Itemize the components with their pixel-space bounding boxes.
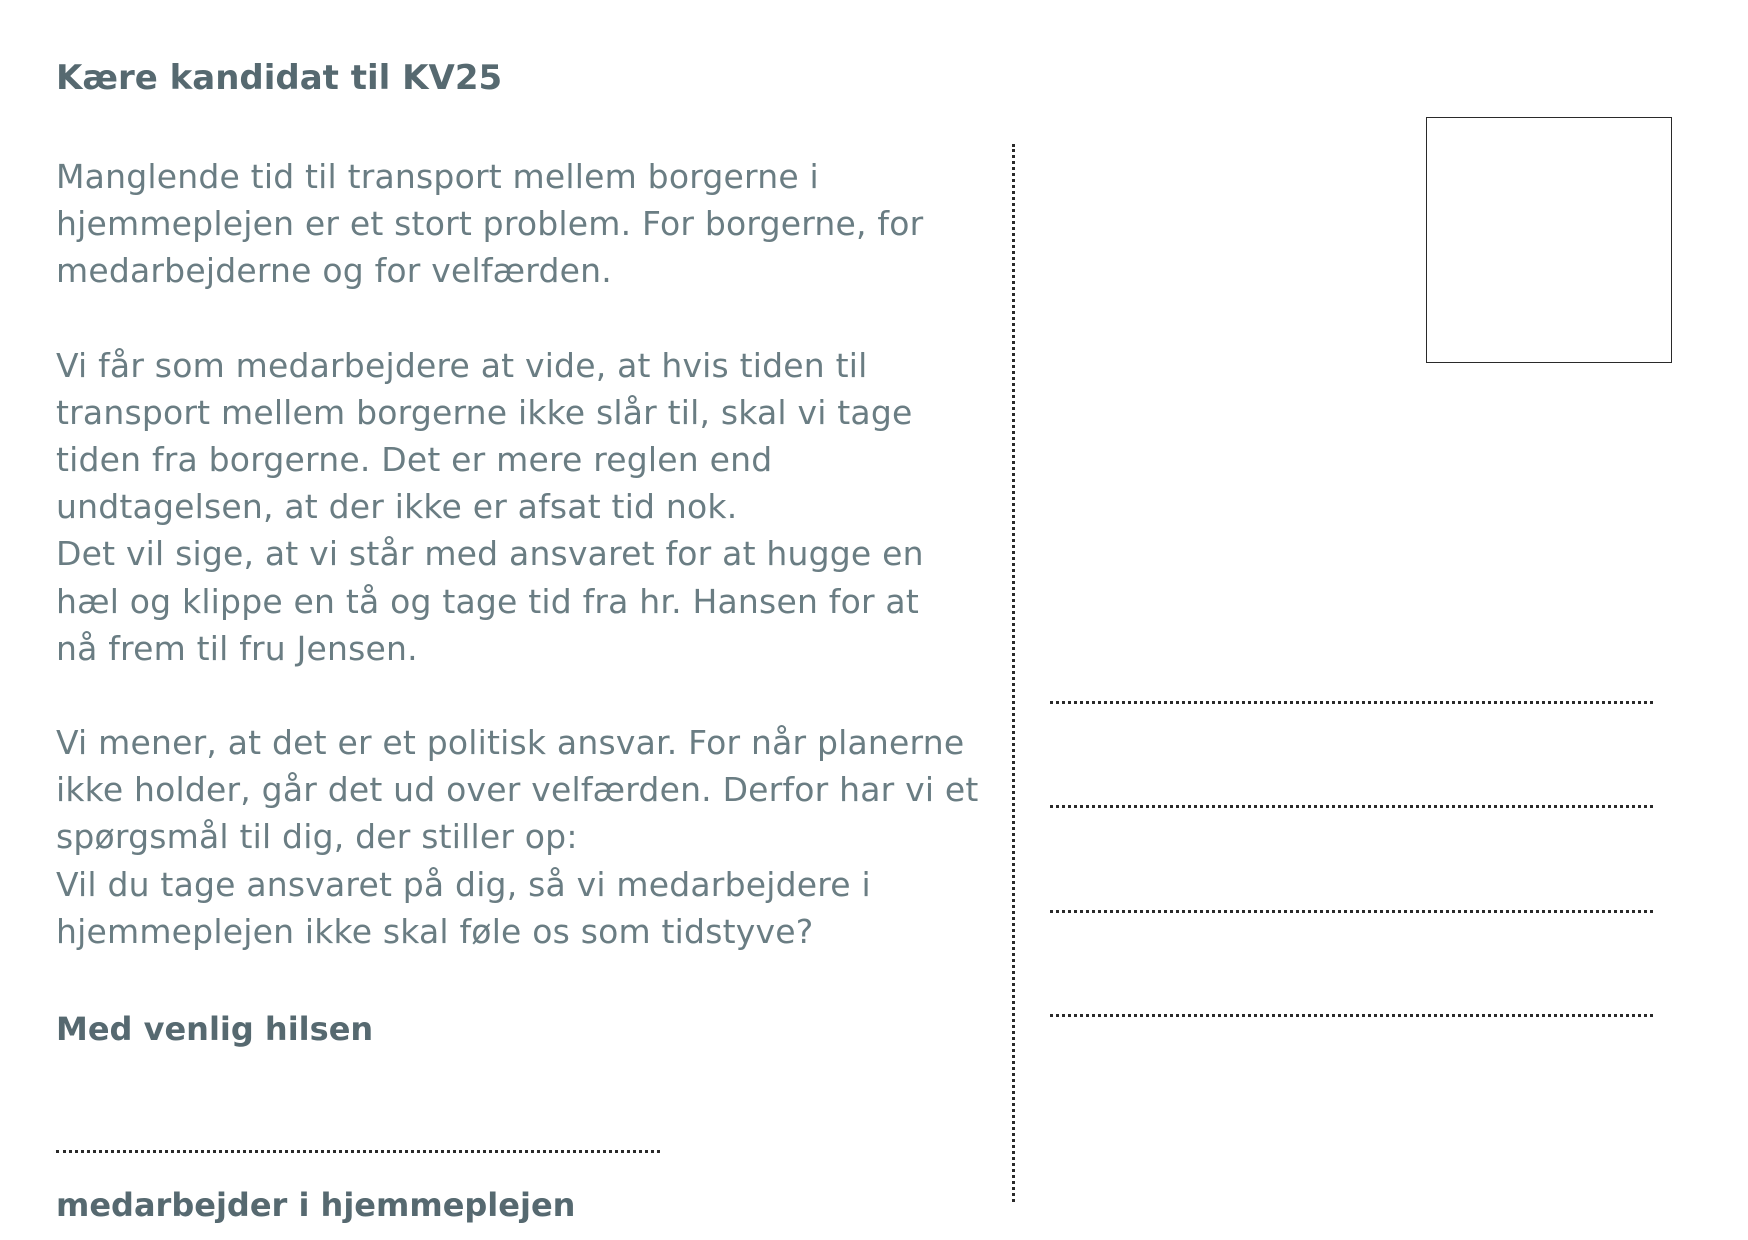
stamp-box bbox=[1426, 117, 1672, 363]
text-line: Manglende tid til transport mellem borgerne i bbox=[56, 157, 819, 196]
message-paragraph-3 bbox=[56, 719, 986, 955]
text-line: medarbejderne og for velfærden. bbox=[56, 251, 612, 291]
text-line: hjemmeplejen er et stort problem. For borgerne, for bbox=[56, 204, 924, 244]
text-line: ikke holder, går det ud over velfærden. Derfor har vi et bbox=[56, 770, 979, 810]
text-line: Vi mener, at det er et politisk ansvar. For når planerne bbox=[56, 723, 965, 763]
text-line: hæl og klippe en tå og tage tid fra hr. Hansen for at bbox=[56, 581, 919, 621]
signature-role: medarbejder i hjemmeplejen bbox=[56, 1186, 576, 1224]
text-line: spørgsmål til dig, der stiller op: bbox=[56, 817, 578, 857]
address-line-1 bbox=[1050, 701, 1653, 704]
text-line: nå frem til fru Jensen. bbox=[56, 628, 418, 668]
text-line: undtagelsen, at der ikke er afsat tid nok. bbox=[56, 487, 738, 527]
card-heading: Kære kandidat til KV25 bbox=[56, 58, 503, 98]
text-line: tiden fra borgerne. Det er mere reglen end bbox=[56, 440, 773, 480]
closing-greeting: Med venlig hilsen bbox=[56, 1010, 374, 1048]
text-line: Vil du tage ansvaret på dig, så vi medarbejdere i bbox=[56, 864, 871, 904]
address-line-2 bbox=[1050, 805, 1653, 808]
text-line: Det vil sige, at vi står med ansvaret for at hugge en bbox=[56, 534, 924, 574]
message-paragraph-1 bbox=[56, 153, 986, 295]
text-line: hjemmeplejen ikke skal føle os som tidstyve? bbox=[56, 911, 814, 951]
address-line-4 bbox=[1050, 1014, 1653, 1017]
signature-line bbox=[56, 1150, 660, 1153]
message-body bbox=[56, 153, 986, 955]
message-paragraph-2 bbox=[56, 342, 986, 672]
address-line-3 bbox=[1050, 910, 1653, 913]
postcard-divider bbox=[1012, 144, 1015, 1202]
text-line: Vi får som medarbejdere at vide, at hvis tiden til bbox=[56, 345, 868, 385]
text-line: transport mellem borgerne ikke slår til, skal vi tage bbox=[56, 392, 913, 432]
